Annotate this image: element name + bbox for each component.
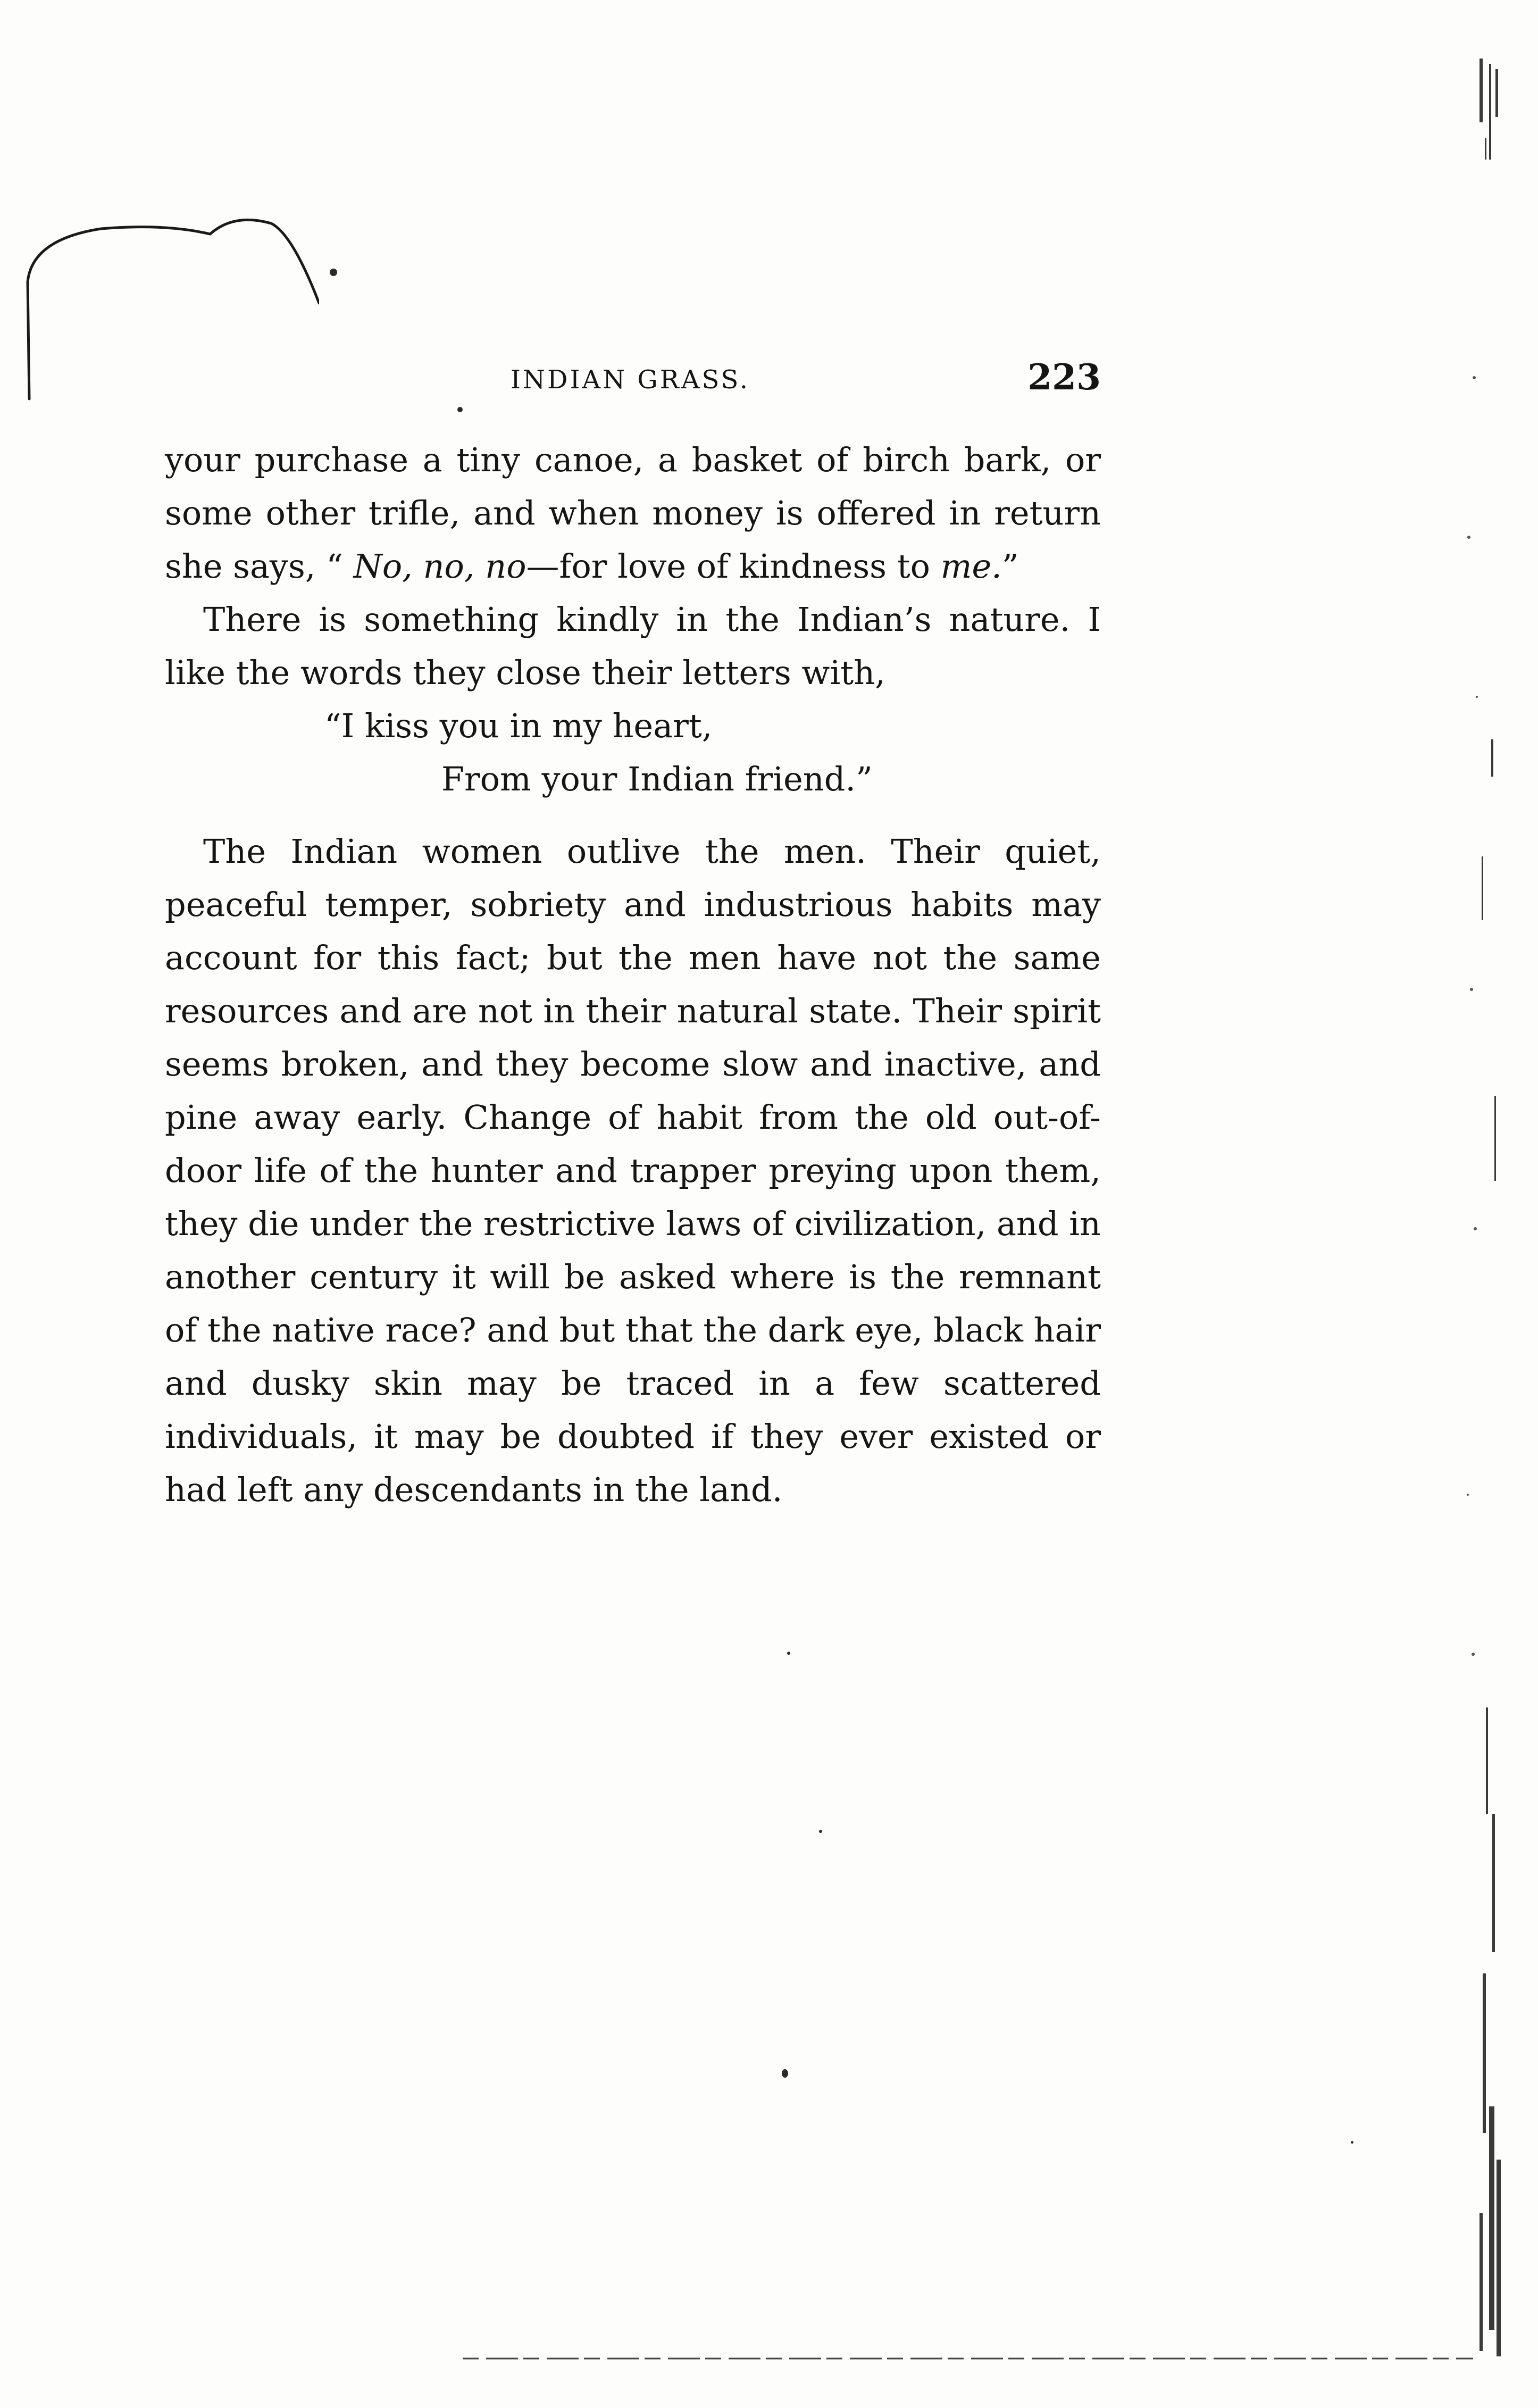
scan-speck (819, 1830, 822, 1833)
scan-speck (457, 407, 463, 412)
paragraph-1-italic-2: me. (940, 547, 1002, 586)
scan-edge-noise (1448, 59, 1506, 2362)
verse-quote (165, 699, 1101, 806)
paragraph-1-text-b: —for love of kindness to (526, 547, 941, 586)
paragraph-3: The Indian women outlive the men. Their quiet, peaceful temper, sobriety and industrious habits may account for this fact; but the men have not the same resources and are not in their natural state. Their spirit seems broken, and they become slow and inactive, and pine away early. Change of habit from the old out-of-door life of the hunter and trapper preying upon them, they die under the restrictive laws of civilization, and in another century it will be asked where is the remnant of the native race? and but that the dark eye, black hair and dusky skin may be traced in a few scattered individuals, it may be doubted if they ever existed or had left any descendants in the land. (165, 832, 1101, 1509)
paragraph-2: There is something kindly in the Indian’s nature. I like the words they close their letters with, (165, 600, 1101, 692)
paragraph-1-text-a: your purchase a tiny canoe, a basket of birch bark, or some other trifle, and when money is offered in return she says, “ (165, 440, 1101, 586)
scan-bottom-line (463, 2357, 1473, 2360)
paragraph-1-text-c: ” (1001, 547, 1019, 586)
scan-speck (1351, 2141, 1353, 2144)
body-text (165, 434, 1101, 1517)
scan-speck (787, 1652, 790, 1655)
verse-line-2: From your Indian friend.” (441, 760, 873, 798)
page-header (165, 346, 1101, 404)
paragraph-1 (165, 434, 1101, 593)
paragraph-1-italic: No, no, no (353, 547, 526, 586)
running-head: INDIAN GRASS. (511, 365, 750, 395)
verse-line-1: “I kiss you in my heart, (324, 706, 713, 745)
scan-speck (782, 2069, 788, 2078)
scan-speck (330, 269, 337, 276)
page-number: 223 (1027, 356, 1101, 398)
